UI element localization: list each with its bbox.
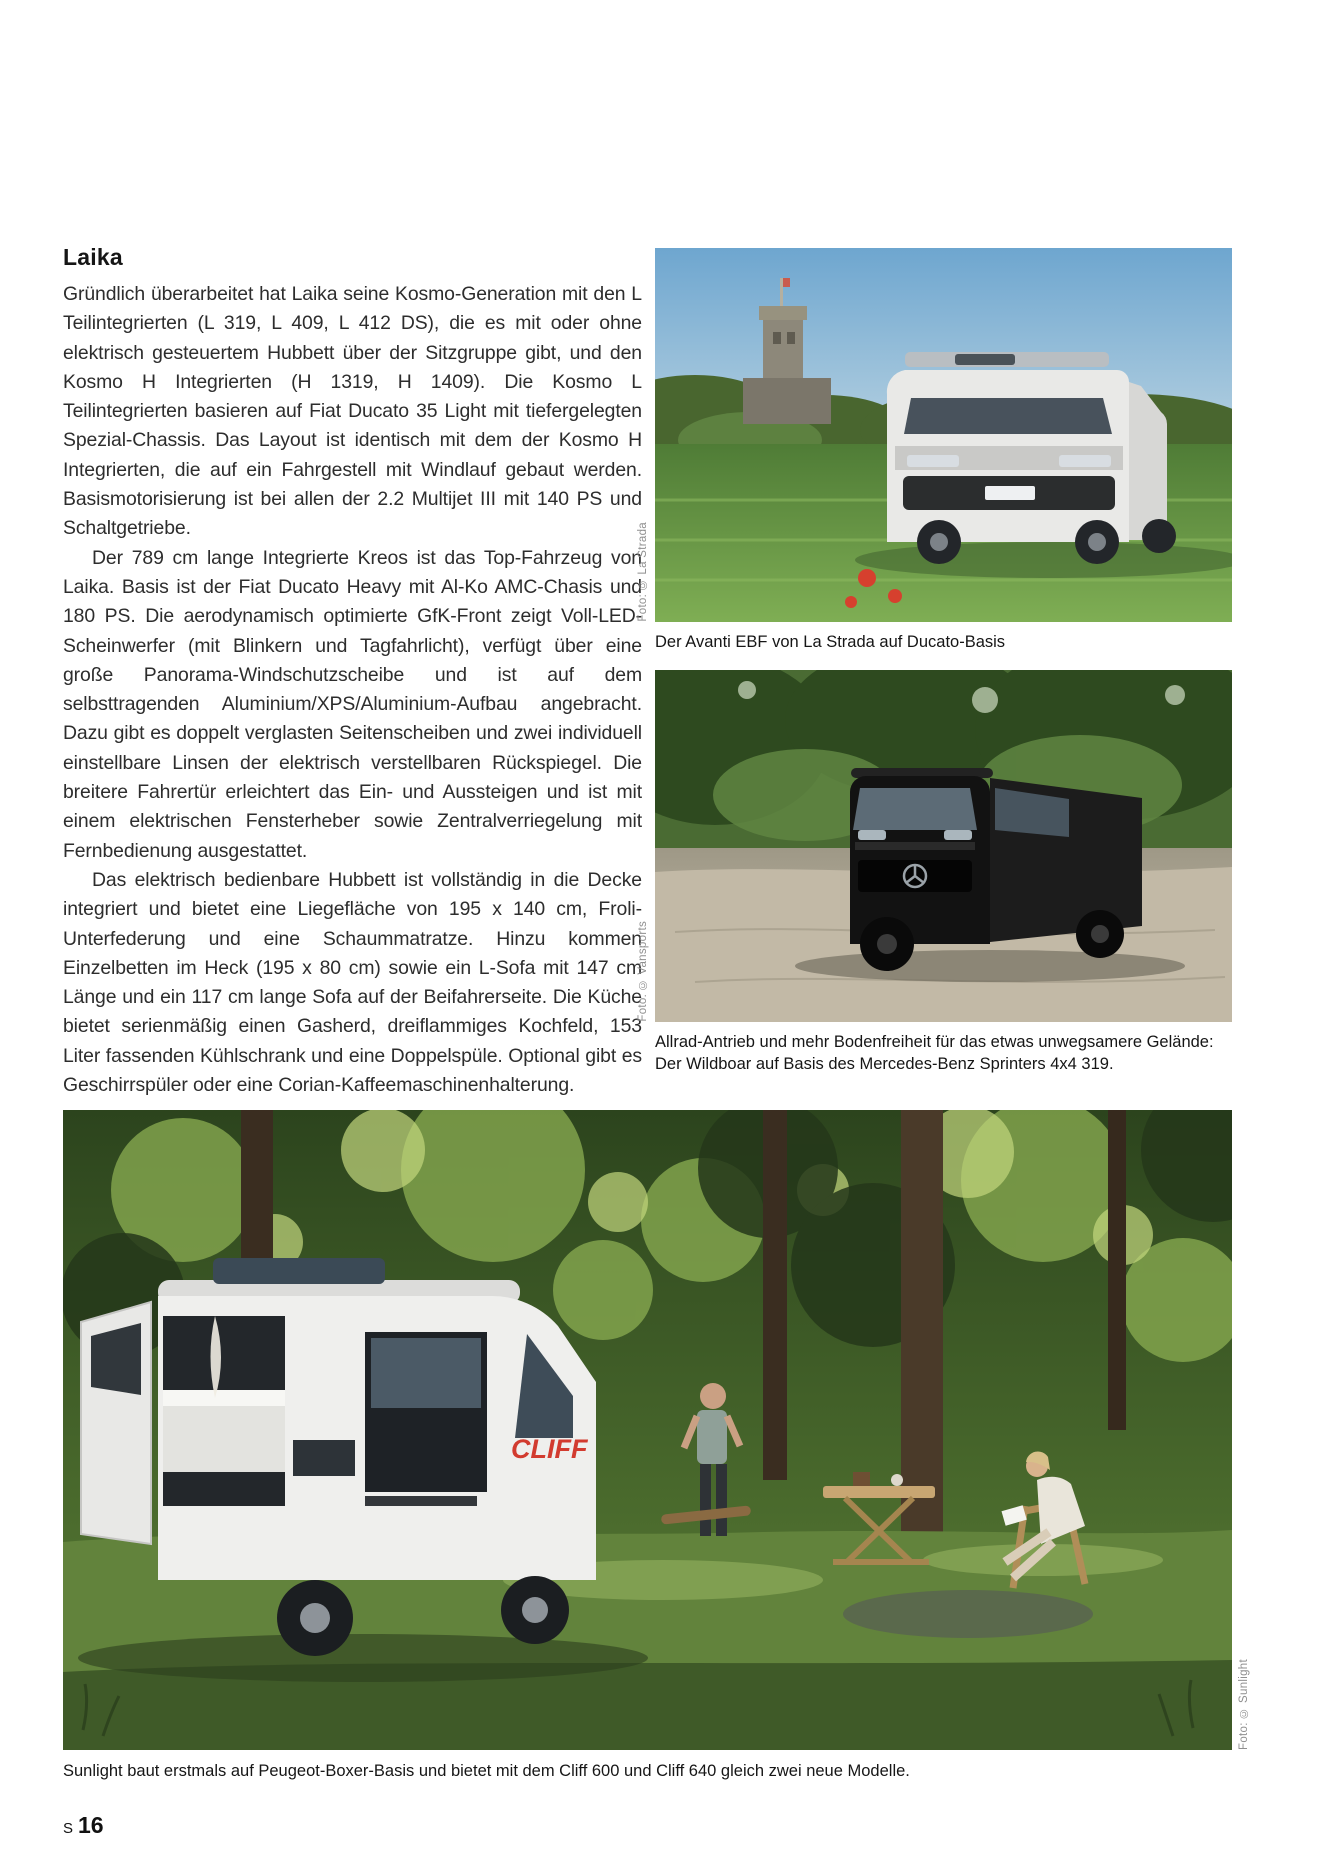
photo-credit-wildboar: Foto: © Vansports [637,921,649,1022]
article-paragraph-2: Der 789 cm lange Integrierte Kreos ist das Top-Fahrzeug von Laika. Basis ist der Fiat Ducato Heavy mit Al-Ko AMC-Chasis und 180 PS. Die aerodynamisch optimierte GfK-Front zeigt Voll-LED-Scheinwerfer (mit Blinkern und Tagfahrlicht), verfügt über eine große Panorama-Windschutzscheibe und ist auf dem selbsttragenden Aluminium/XPS/Aluminium-Aufbau angebracht. Dazu gibt es doppelt verglasten Seitenscheiben und zwei individuell einstellbare Linsen der elektrisch verstellbaren Rückspiegel. Die breitere Fahrertür erleichtert das Ein- und Aussteigen und ist mit einem elektrischen Fensterheber sowie Zentralverriegelung mit Fernbedienung ausgestattet. [63,546,642,862]
cliff-photo-illustration [63,1110,1232,1750]
photo-credit-cliff-box [1238,1110,1254,1750]
article-body [63,280,642,1100]
page-number [63,1812,104,1839]
cliff-badge: CLIFF [511,1434,588,1464]
picnic-blanket [843,1590,1093,1638]
caption-cliff: Sunlight baut erstmals auf Peugeot-Boxer-Basis und bietet mit dem Cliff 600 und Cliff 640 gleich zwei neue Modelle. [63,1762,910,1780]
caption-avanti: Der Avanti EBF von La Strada auf Ducato-Basis [655,633,1006,651]
section-heading: Laika [63,244,123,270]
photo-credit-wildboar-box [637,670,653,1022]
article-paragraph-1: Gründlich überarbeitet hat Laika seine Kosmo-Generation mit den L Teilintegrierten (L 319, L 409, L 412 DS), die es mit oder ohne elektrisch gesteuertem Hubbett über der Sitzgruppe gibt, und den Kosmo H Integrierten (H 1319, H 1409). Die Kosmo L Teilintegrierten basieren auf Fiat Ducato 35 Light mit tiefergelegten Spezial-Chassis. Das Layout ist identisch mit dem der Kosmo H Integrierten, die auf ein Fahrgestell mit Windlauf gebaut werden. Basismotorisierung ist bei allen der 2.2 Multijet III mit 140 PS und Schaltgetriebe. [63,283,642,540]
wildboar-photo-illustration [655,670,1232,1022]
photo-credit-avanti-box [637,248,653,622]
photo-credit-cliff: Foto: © Sunlight [1238,1659,1250,1750]
photo-sunlight-cliff [63,1110,1232,1750]
photo-wildboar-sprinter [655,670,1232,1022]
avanti-photo-illustration [655,248,1232,622]
page-number-prefix: S [63,1820,74,1837]
article-paragraph-3: Das elektrisch bedienbare Hubbett ist vollständig in die Decke integriert und bietet eine Liegefläche von 195 x 140 cm, Froli-Unterfederung und eine Schaummatratze. Hinzu kommen Einzelbetten im Heck (195 x 80 cm) sowie ein L-Sofa mit 147 cm Länge und ein 117 cm lange Sofa auf der Beifahrerseite. Die Küche bietet serienmäßig einen Gasherd, dreiflammiges Kochfeld, 153 Liter fassenden Kühlschrank und eine Doppelspüle. Optional gibt es Geschirrspüler oder eine Corian-Kaffeemaschinenhalterung. [63,868,642,1097]
caption-wildboar: Allrad-Antrieb und mehr Bodenfreiheit für das etwas unwegsamere Gelände: Der Wildboar auf Basis des Mercedes-Benz Sprinters 4x4 319. [655,1033,1214,1073]
photo-avanti-ebf [655,248,1232,622]
page-number-value: 16 [78,1812,104,1838]
photo-credit-avanti: Foto: © La Strada [637,522,649,622]
